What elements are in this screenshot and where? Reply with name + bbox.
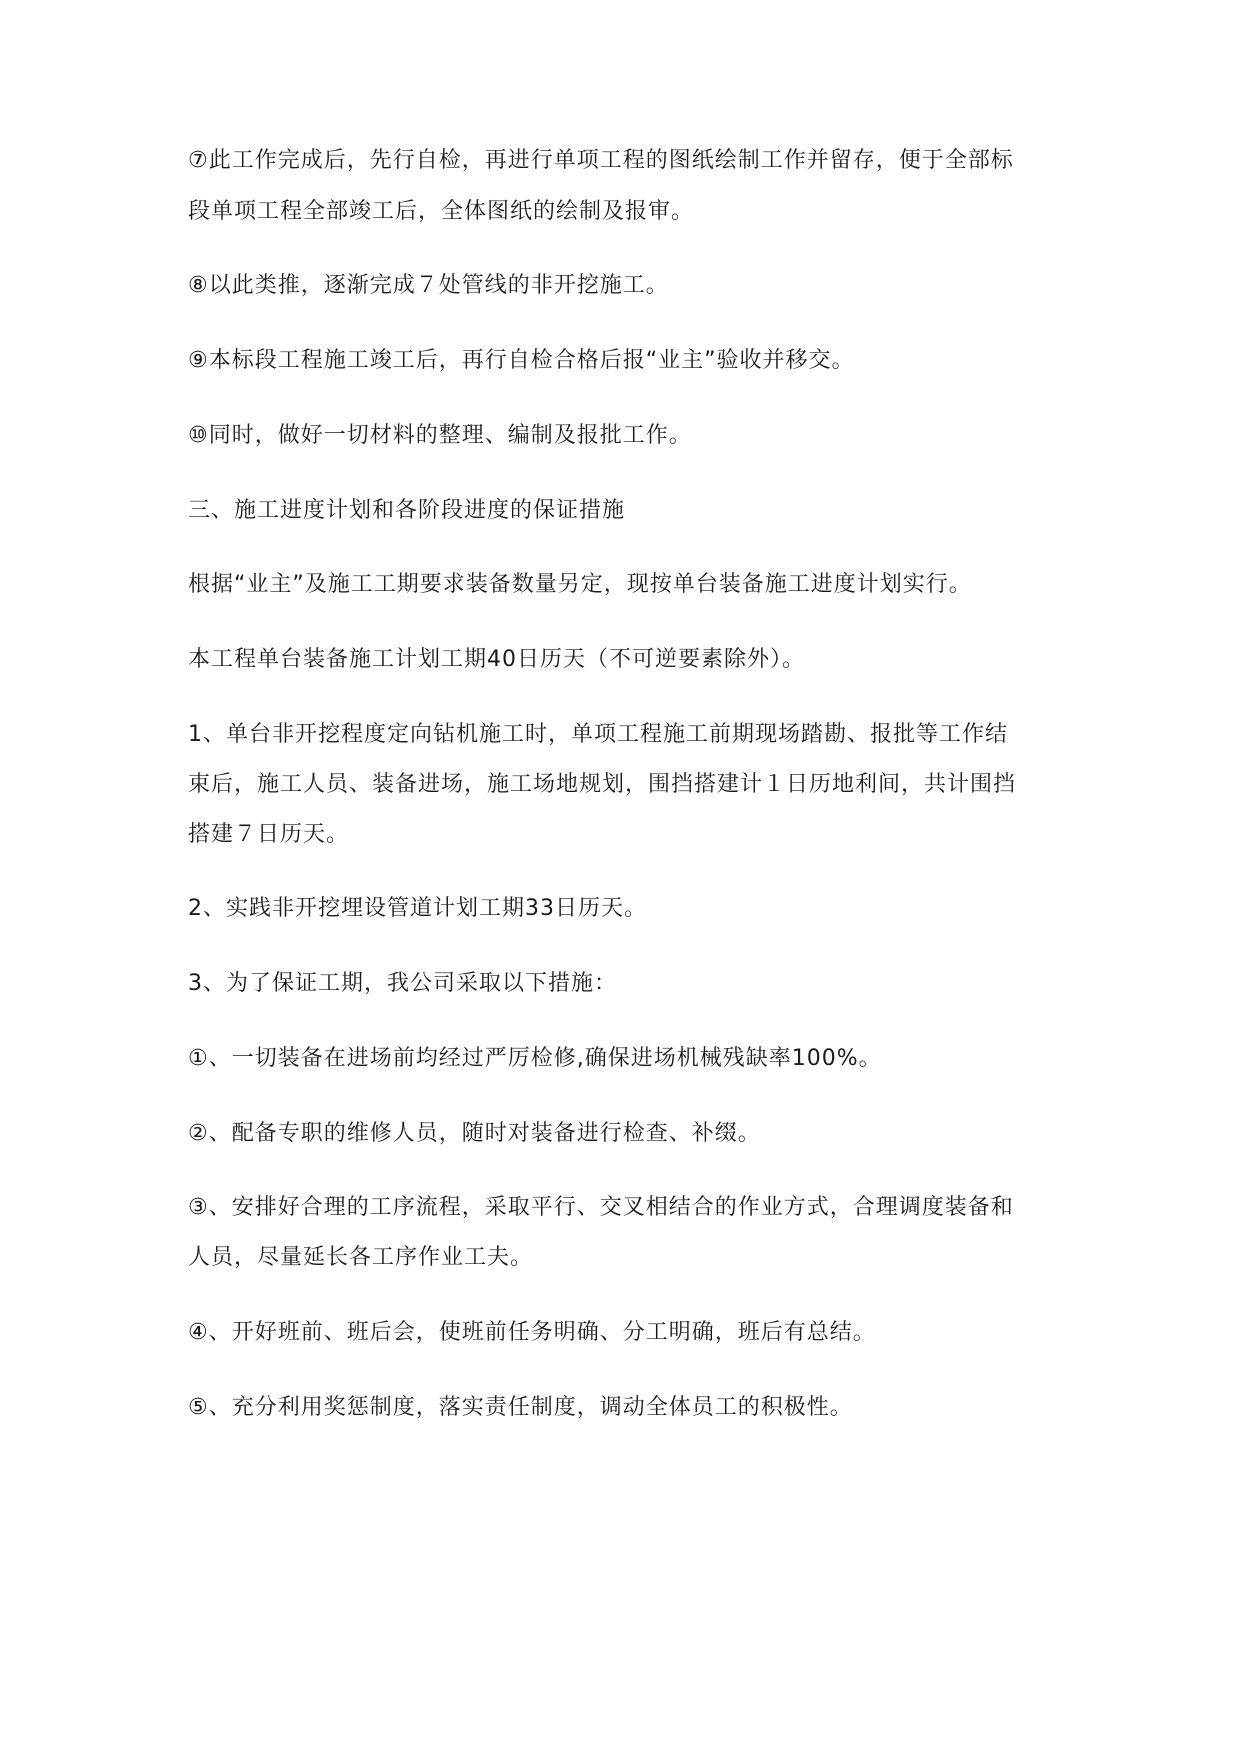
text-line: ④、开好班前、班后会，使班前任务明确、分工明确，班后有总结。 <box>188 1320 876 1345</box>
text-line: 根据“业主”及施工工期要求装备数量另定，现按单台装备施工进度计划实行。 <box>188 572 972 597</box>
text-line: ⑩同时，做好一切材料的整理、编制及报批工作。 <box>188 423 692 448</box>
text-line: ⑨本标段工程施工竣工后，再行自检合格后报“业主”验收并移交。 <box>188 348 855 373</box>
text-line: ⑧以此类推，逐渐完成７处管线的非开挖施工。 <box>188 273 669 298</box>
text-line: 1、单台非开挖程度定向钻机施工时，单项工程施工前期现场踏勘、报批等工作结 <box>188 722 1008 747</box>
text-line: 人员，尽量延长各工序作业工夫。 <box>188 1245 534 1270</box>
text-line: 搭建７日历天。 <box>188 822 350 847</box>
text-line: ⑦此工作完成后，先行自检，再进行单项工程的图纸绘制工作并留存，便于全部标 <box>188 148 1014 173</box>
section-heading: 三、施工进度计划和各阶段进度的保证措施 <box>188 498 626 523</box>
text-line: 段单项工程全部竣工后，全体图纸的绘制及报审。 <box>188 199 695 224</box>
text-line: ③、安排好合理的工序流程，采取平行、交叉相结合的作业方式，合理调度装备和 <box>188 1195 1014 1220</box>
text-line: ①、一切装备在进场前均经过严厉检修,确保进场机械残缺率100%。 <box>188 1046 882 1071</box>
text-line: 本工程单台装备施工计划工期40日历天（不可逆要素除外）。 <box>188 647 805 672</box>
text-line: ②、配备专职的维修人员，随时对装备进行检查、补缀。 <box>188 1121 761 1146</box>
text-line: 束后，施工人员、装备进场，施工场地规划，围挡搭建计１日历地利间，共计围挡 <box>188 772 1017 797</box>
text-line: 3、为了保证工期，我公司采取以下措施： <box>188 971 617 996</box>
text-line: 2、实践非开挖埋设管道计划工期33日历天。 <box>188 896 647 921</box>
text-line: ⑤、充分利用奖惩制度，落实责任制度，调动全体员工的积极性。 <box>188 1395 853 1420</box>
